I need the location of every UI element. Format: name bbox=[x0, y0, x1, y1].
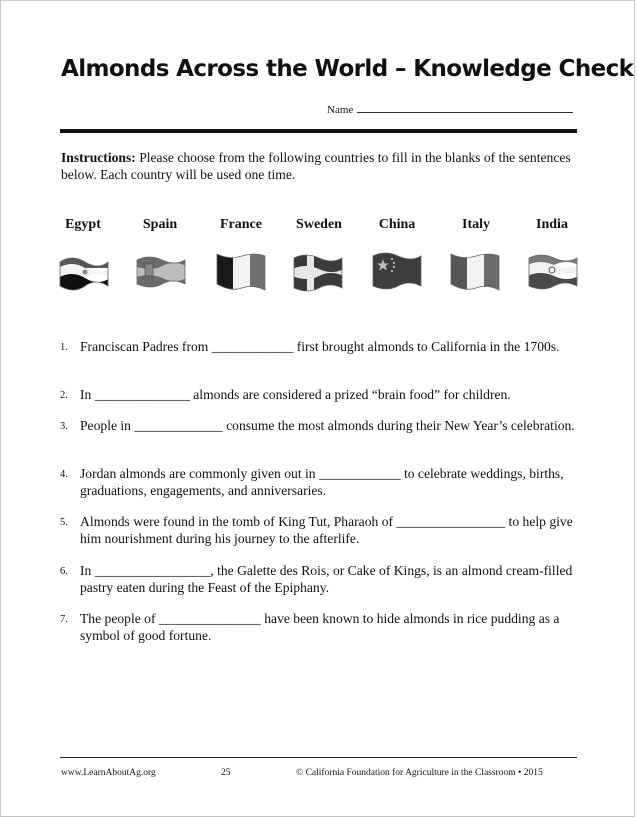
name-field bbox=[327, 103, 573, 116]
country-france: France bbox=[220, 217, 262, 232]
question-number: 7. bbox=[60, 614, 68, 625]
name-label: Name bbox=[327, 104, 354, 116]
egypt-flag-icon bbox=[58, 250, 110, 292]
country-china: China bbox=[378, 217, 416, 232]
country-egypt: Egypt bbox=[65, 217, 101, 232]
footer-divider bbox=[60, 757, 577, 758]
instructions-label: Instructions: bbox=[61, 150, 136, 165]
footer-page-number: 25 bbox=[221, 768, 231, 778]
question-text: Almonds were found in the tomb of King Tut, Pharaoh of ________________ to help give him nourishment during his journey to the afterlife. bbox=[80, 514, 573, 546]
france-flag-icon bbox=[215, 250, 267, 292]
footer-copyright: © California Foundation for Agriculture in the Classroom • 2015 bbox=[296, 768, 543, 778]
name-blank-line[interactable] bbox=[357, 103, 573, 113]
sweden-flag-icon bbox=[292, 250, 344, 292]
country-sweden: Sweden bbox=[296, 217, 342, 232]
question-text: In _________________, the Galette des Rois, or Cake of Kings, is an almond cream-filled pastry eaten during the Feast of the Epiphany. bbox=[80, 563, 573, 595]
country-india: India bbox=[536, 217, 568, 232]
spain-flag-icon bbox=[135, 250, 187, 292]
page-title: Almonds Across the World – Knowledge Check bbox=[61, 56, 634, 82]
india-flag-icon bbox=[527, 250, 579, 292]
question-text: In ______________ almonds are considered a prized “brain food” for children. bbox=[80, 387, 511, 402]
question-number: 2. bbox=[60, 390, 68, 401]
country-spain: Spain bbox=[142, 217, 178, 232]
question-number: 6. bbox=[60, 566, 68, 577]
footer-website: www.LearnAboutAg.org bbox=[61, 768, 156, 778]
question-text: Jordan almonds are commonly given out in ____________ to celebrate weddings, births, graduations, engagements, and anniversaries. bbox=[80, 466, 564, 498]
question-number: 5. bbox=[60, 517, 68, 528]
italy-flag-icon bbox=[449, 250, 501, 292]
china-flag-icon bbox=[371, 250, 423, 292]
instructions bbox=[61, 149, 576, 183]
header-divider bbox=[60, 129, 577, 133]
question-number: 1. bbox=[60, 342, 68, 353]
question-number: 4. bbox=[60, 469, 68, 480]
question-text: Franciscan Padres from ____________ first brought almonds to California in the 1700s. bbox=[80, 339, 560, 354]
country-italy: Italy bbox=[462, 217, 490, 232]
instructions-text: Please choose from the following countries to fill in the blanks of the sentences below. Each country will be used one time. bbox=[61, 150, 571, 182]
question-number: 3. bbox=[60, 421, 68, 432]
question-text: People in _____________ consume the most almonds during their New Year’s celebration. bbox=[80, 418, 575, 433]
question-text: The people of _______________ have been known to hide almonds in rice pudding as a symbol of good fortune. bbox=[80, 611, 560, 643]
